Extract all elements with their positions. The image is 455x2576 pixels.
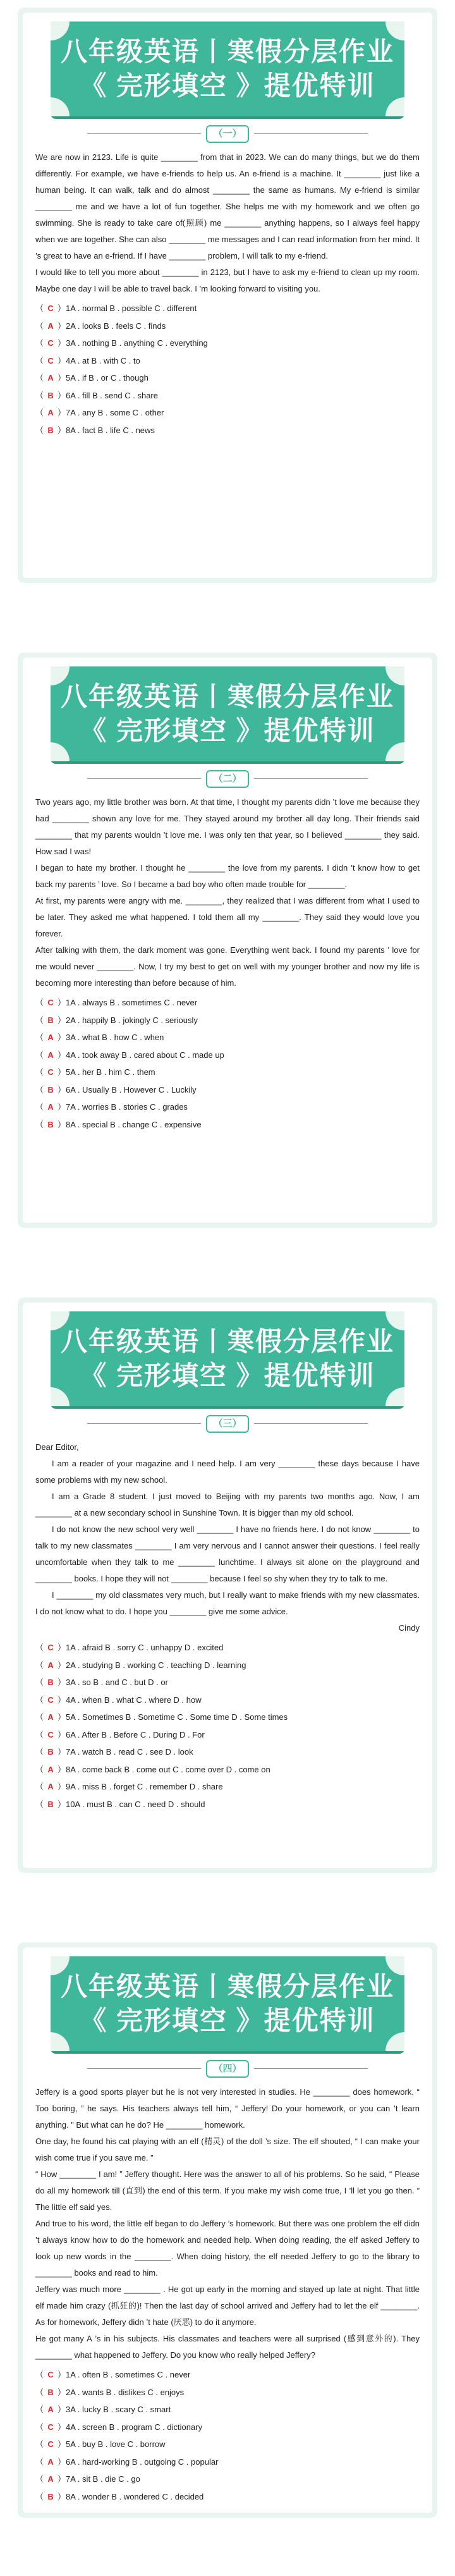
answer-letter: A [47,1033,54,1042]
paren-open: （ [35,2370,44,2379]
answer-letter: C [47,2370,54,2379]
paren-open: （ [35,338,44,348]
worksheet-card [23,658,432,1223]
paren-open: （ [35,321,44,331]
answer-letter: A [47,2474,54,2484]
option-row [35,317,420,335]
option-row [35,1657,420,1674]
paren-close: ） [58,1050,66,1060]
option-row [35,1029,420,1046]
title-banner [51,21,404,116]
paren-open: （ [35,2439,44,2449]
option-text: 1A . always B . sometimes C . never [66,998,198,1007]
paren-close: ） [58,1102,66,1112]
passage-paragraph: I am a reader of your magazine and I need help. I am very ________ these days because I have some problems with my new school. [35,1459,420,1485]
answer-letter: C [47,355,54,365]
passage-paragraph: I began to hate my brother. I thought he ________ the love from my parents. I didn ’t know how to get back my parents ’ love. So I became a bad boy who often made trouble for ________. [35,863,420,889]
option-text: 6A . Usually B . However C . Luckily [66,1084,197,1095]
paren-close: ） [58,1764,66,1774]
passage-paragraph: He got many A ’s in his subjects. His classmates and teachers were all surprised (感到意外的). They ________ what happened to Jeffery. Do you know who really helped Jeffery? [35,2334,420,2360]
option-row [35,352,420,370]
option-text: 4A . when B . what C . where D . how [66,1695,202,1705]
option-text: 2A . studying B . working C . teaching D . learning [66,1660,246,1670]
answer-options [23,2364,432,2505]
passage [23,2082,432,2364]
answer-letter: C [47,2439,54,2449]
option-text: 8A . come back B . come out C . come over D . come on [66,1764,270,1774]
paren-open: （ [35,1643,44,1652]
option-text: 5A . her B . him C . them [66,1067,155,1077]
answer-letter: B [47,2491,54,2501]
option-row [35,369,420,387]
option-row [35,300,420,317]
paren-open: （ [35,390,44,400]
paren-close: ） [58,1695,66,1705]
option-text: 1A . often B . sometimes C . never [66,2370,191,2379]
passage [23,1437,432,1636]
section-label: （二） [206,770,249,788]
option-text: 2A . happily B . jokingly C . seriously [66,1015,198,1025]
option-row [35,2436,420,2453]
option-row [35,994,420,1012]
passage-paragraph: Dear Editor, [35,1442,79,1452]
option-text: 3A . what B . how C . when [66,1033,164,1042]
paren-close: ） [58,1712,66,1722]
option-text: 2A . looks B . feels C . finds [66,321,166,331]
answer-letter: B [47,390,54,400]
paren-open: （ [35,2474,44,2484]
answer-letter: A [47,1102,54,1112]
option-row [35,1761,420,1779]
option-row [35,1778,420,1796]
option-text: 8A . wonder B . wondered C . decided [66,2491,204,2501]
option-text: 7A . watch B . read C . see D . look [66,1747,193,1757]
answer-letter: C [47,1695,54,1705]
section-label: （一） [206,125,249,143]
paren-open: （ [35,1102,44,1112]
option-text: 4A . at B . with C . to [66,355,140,365]
paren-open: （ [35,1033,44,1042]
answer-letter: A [47,408,54,417]
paren-close: ） [58,2422,66,2432]
paren-close: ） [58,355,66,365]
paren-close: ） [58,321,66,331]
passage-paragraph: I ________ my old classmates very much, but I really want to make friends with my new classmates. I do not know what to do. I hope you ________ give me some advice. [35,1590,420,1616]
passage-paragraph: Cindy [398,1623,420,1633]
title-banner [51,1311,404,1406]
passage-paragraph: And true to his word, the little elf began to do Jeffery ’s homework. But there was one problem the elf didn ’t always know how to do the homework and needed help. When doing reading, the elf asked Jeffery to look up new words in the ________. When doing history, the elf needed Jeffery to go to the library to ________ books and read to him. [35,2219,420,2278]
answer-options [23,297,432,439]
paren-close: ） [58,2474,66,2484]
answer-letter: C [47,1067,54,1077]
option-row [35,2419,420,2436]
option-row [35,2401,420,2419]
passage-paragraph: Two years ago, my little brother was born. At that time, I thought my parents didn ’t love me because they had ________ shown any love for me. They stayed around my brother all day long. Their friends said ________ that my parents wouldn ’t love me. I was only ten that year, so I believed ________ they said. How sad I was! [35,797,420,856]
option-text: 5A . buy B . love C . borrow [66,2439,166,2449]
worksheet-card [23,13,432,578]
passage-paragraph: I do not know the new school very well ________ I have no friends here. I do not know ________ to talk to my new classmates ________ I am very nervous and I cannot answer their questions. I feel really uncomfortable when they talk to me ________ lunchtime. I always sit alone on the playground and ________ books. I hope they will not ________ because I feel so shy when they try to talk to me. [35,1524,420,1583]
title-banner [51,666,404,761]
option-text: 2A . wants B . dislikes C . enjoys [66,2387,185,2397]
worksheet-card [23,1947,432,2513]
paren-close: ） [58,2456,66,2467]
paren-open: （ [35,1067,44,1077]
option-row [35,2453,420,2471]
option-row [35,422,420,439]
title-banner [51,1956,404,2051]
answer-letter: B [47,1747,54,1757]
passage-paragraph: Jeffery is a good sports player but he is not very interested in studies. He ________ does homework. “ Too boring, ” he says. His teachers always tell him, “ Jeffery! Do your homework, or you can ’t learn anything. ” But what can he do? He ________ homework. [35,2087,420,2130]
passage-paragraph: At first, my parents were angry with me. ________, they realized that I was different from what I used to be later. They asked me what happened. I told them all my ________. They said they would love you forever. [35,896,420,938]
answer-letter: A [47,1712,54,1722]
option-row [35,2366,420,2384]
option-text: 10A . must B . can C . need D . should [66,1799,205,1809]
paren-close: ） [58,1119,66,1129]
title-line1: 八年级英语丨寒假分层作业 [60,1972,394,2001]
option-row [35,1726,420,1744]
passage-paragraph: Jeffery was much more ________ . He got up early in the morning and stayed up late at night. That little elf made him crazy (抓狂的)! Then the last day of school arrived and Jeffery had to let the elf ________. As for homework, Jeffery didn ’t hate (厌恶) to do it anymore. [35,2285,420,2327]
paren-close: ） [58,1677,66,1687]
answer-letter: C [47,338,54,348]
option-text: 8A . fact B . life C . news [66,425,155,435]
paren-close: ） [58,2491,66,2501]
passage-paragraph: After talking with them, the dark moment was gone. Everything went back. I found my parents ’ love for me would never ________. Now, I try my best to get on well with my younger brother and now my life is becoming more interesting than before because of him. [35,945,420,988]
worksheet-page [18,8,437,583]
paren-close: ） [58,304,66,313]
answer-letter: B [47,1799,54,1809]
paren-open: （ [35,304,44,313]
option-row [35,2488,420,2506]
option-text: 5A . Sometimes B . Sometime C . Some time D . Some times [66,1712,288,1722]
answer-letter: C [47,998,54,1007]
option-text: 3A . lucky B . scary C . smart [66,2405,171,2414]
option-row [35,2470,420,2488]
option-text: 3A . nothing B . anything C . everything [66,338,208,348]
paren-open: （ [35,2491,44,2501]
worksheet-page [18,653,437,1228]
passage-paragraph: I am a Grade 8 student. I just moved to Beijing with my parents two months ago. Now, I am ________ at a new secondary school in Sunshine Town. It is bigger than my old school. [35,1492,420,1518]
option-row [35,1674,420,1691]
paren-close: ） [58,1747,66,1757]
paren-open: （ [35,2387,44,2397]
passage-paragraph: I would like to tell you more about ________ in 2123, but I have to ask my e-friend to clean up my room. Maybe one day I will be able to travel back. I ’m looking forward to visiting you. [35,267,420,293]
title-line1: 八年级英语丨寒假分层作业 [60,682,394,711]
option-text: 4A . took away B . cared about C . made up [66,1050,224,1060]
paren-close: ） [58,408,66,417]
option-text: 1A . normal B . possible C . different [66,304,197,313]
worksheet-page [18,1942,437,2518]
option-row [35,1064,420,1081]
option-row [35,1743,420,1761]
paren-close: ） [58,1782,66,1791]
paren-close: ） [58,998,66,1007]
option-text: 7A . worries B . stories C . grades [66,1102,188,1112]
paren-open: （ [35,1677,44,1687]
passage [23,147,432,297]
paren-open: （ [35,1119,44,1129]
worksheet-page [18,1297,437,1873]
paren-close: ） [58,1084,66,1095]
option-text: 4A . screen B . program C . dictionary [66,2422,203,2432]
option-text: 5A . if B . or C . though [66,373,149,383]
paren-open: （ [35,408,44,417]
title-line2: 《 完形填空 》提优特训 [80,716,375,745]
title-line1: 八年级英语丨寒假分层作业 [60,37,394,66]
option-row [35,334,420,352]
paren-close: ） [58,1799,66,1809]
answer-letter: A [47,1764,54,1774]
option-text: 1A . afraid B . sorry C . unhappy D . excited [66,1643,224,1652]
paren-open: （ [35,1712,44,1722]
answer-letter: C [47,1643,54,1652]
answer-letter: A [47,2405,54,2414]
option-row [35,404,420,422]
paren-close: ） [58,1015,66,1025]
option-text: 9A . miss B . forget C . remember D . share [66,1782,223,1791]
option-row [35,2384,420,2401]
answer-letter: A [47,1660,54,1670]
option-row [35,1081,420,1099]
option-text: 6A . hard-working B . outgoing C . popular [66,2456,219,2467]
answer-letter: A [47,321,54,331]
paren-close: ） [58,2405,66,2414]
paren-open: （ [35,1660,44,1670]
paren-open: （ [35,1729,44,1739]
passage-paragraph: “ How ________ I am! ” Jeffery thought. Here was the answer to all of his problems. So he said, “ Please do all my homework till (直到) the end of this term. If you make my wish come true, I ’ll let you go then. ” The little elf said yes. [35,2169,420,2212]
answer-letter: A [47,373,54,383]
option-text: 6A . fill B . send C . share [66,390,158,400]
answer-letter: B [47,1015,54,1025]
title-line2: 《 完形填空 》提优特训 [80,1361,375,1390]
answer-letter: B [47,1119,54,1129]
option-text: 6A . After B . Before C . During D . For [66,1729,205,1739]
option-row [35,1098,420,1116]
answer-letter: A [47,2456,54,2467]
paren-open: （ [35,1050,44,1060]
passage-paragraph: One day, he found his cat playing with an elf (精灵) of the doll ’s size. The elf shouted, “ I can make your wish come true if you save me. ” [35,2137,420,2162]
option-text: 7A . sit B . die C . go [66,2474,140,2484]
paren-close: ） [58,425,66,435]
answer-letter: B [47,2387,54,2397]
paren-close: ） [58,1067,66,1077]
option-row [35,1046,420,1064]
paren-open: （ [35,2456,44,2467]
paren-open: （ [35,998,44,1007]
answer-letter: C [47,304,54,313]
passage-paragraph: We are now in 2123. Life is quite ________ from that in 2023. We can do many things, but we do them differently. For example, we have e-friends to help us. An e-friend is a machine. It ________ just like a human being. It can walk, talk and do almost ________ the same as humans. My e-friend is similar ________ me and we have a lot of fun together. She helps me with my homework and we often go swimming. She is ready to take care of(照顾) me ________ anything happens, so I always feel happy when we are together. She can also ________ me messages and I can read information from her mind. It ’s great to have an e-friend. If I have ________ problem, I will talk to my e-friend. [35,152,420,261]
paren-open: （ [35,1015,44,1025]
answer-options [23,1636,432,1813]
option-row [35,1639,420,1657]
answer-letter: A [47,1782,54,1791]
paren-close: ） [58,1729,66,1739]
option-text: 7A . any B . some C . other [66,408,164,417]
paren-close: ） [58,373,66,383]
answer-letter: B [47,1084,54,1095]
answer-letter: A [47,1050,54,1060]
paren-close: ） [58,1660,66,1670]
answer-letter: B [47,1677,54,1687]
section-label: （三） [206,1415,249,1433]
worksheet-card [23,1303,432,1868]
title-line1: 八年级英语丨寒假分层作业 [60,1327,394,1356]
option-text: 8A . special B . change C . expensive [66,1119,202,1129]
paren-close: ） [58,2370,66,2379]
paren-close: ） [58,338,66,348]
paren-close: ） [58,1033,66,1042]
paren-open: （ [35,1782,44,1791]
option-row [35,1796,420,1813]
paren-close: ） [58,1643,66,1652]
answer-options [23,991,432,1133]
answer-letter: C [47,2422,54,2432]
paren-open: （ [35,1764,44,1774]
paren-close: ） [58,390,66,400]
paren-open: （ [35,373,44,383]
answer-letter: B [47,425,54,435]
paren-open: （ [35,2405,44,2414]
option-row [35,1012,420,1029]
answer-letter: C [47,1729,54,1739]
paren-open: （ [35,1084,44,1095]
option-row [35,1708,420,1726]
paren-close: ） [58,2439,66,2449]
option-row [35,1116,420,1134]
paren-open: （ [35,1747,44,1757]
passage [23,792,432,991]
title-line2: 《 完形填空 》提优特训 [80,2006,375,2035]
title-line2: 《 完形填空 》提优特训 [80,71,375,101]
paren-open: （ [35,355,44,365]
paren-close: ） [58,2387,66,2397]
section-label: （四） [206,2060,249,2078]
paren-open: （ [35,425,44,435]
paren-open: （ [35,1695,44,1705]
paren-open: （ [35,1799,44,1809]
paren-open: （ [35,2422,44,2432]
option-row [35,387,420,405]
option-row [35,1691,420,1709]
option-text: 3A . so B . and C . but D . or [66,1677,168,1687]
